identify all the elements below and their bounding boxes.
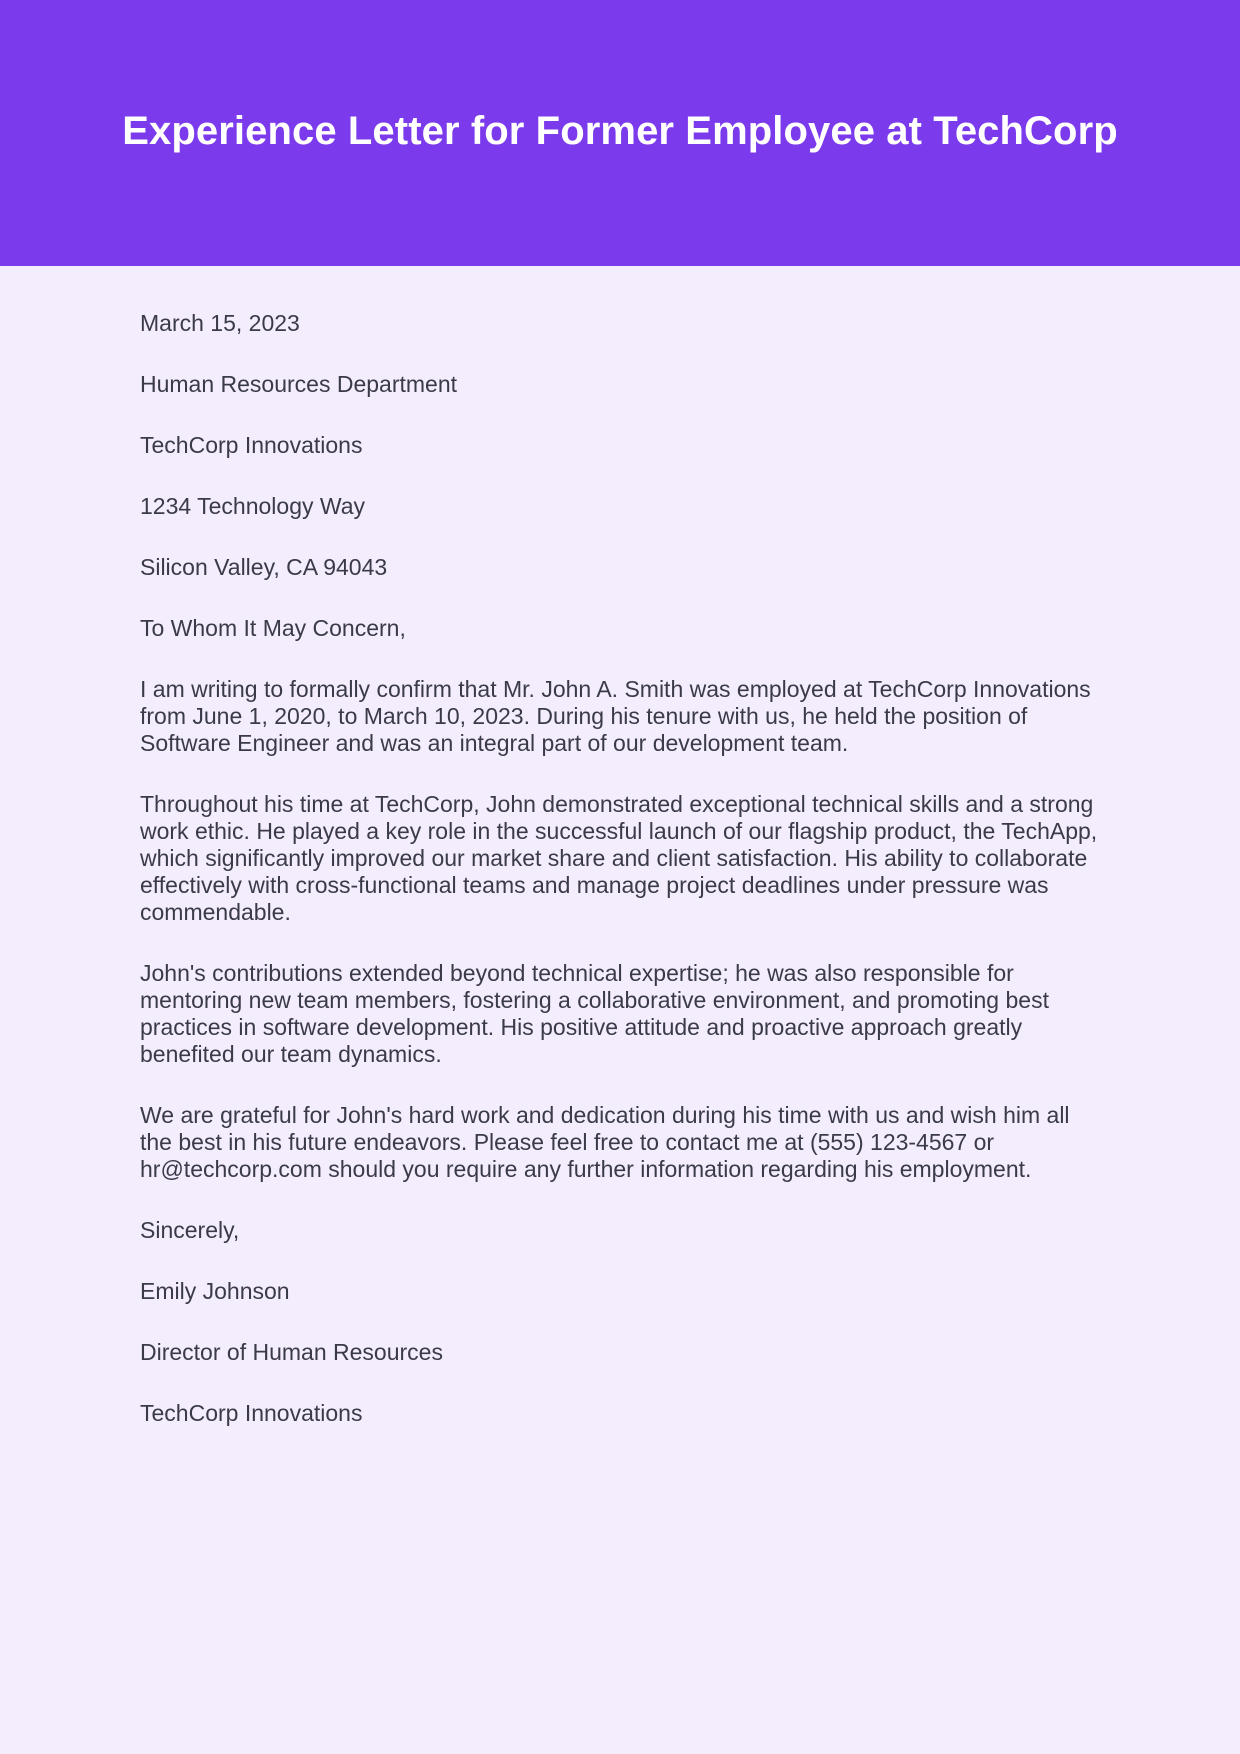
letter-date: March 15, 2023 [140,310,300,336]
sender-company: TechCorp Innovations [140,432,363,458]
letter-header [0,0,1240,266]
letter-title: Experience Letter for Former Employee at TechCorp [122,109,1118,153]
sender-street: 1234 Technology Way [140,493,366,519]
sender-department: Human Resources Department [140,371,458,397]
paragraph-closing: We are grateful for John's hard work and dedication during his time with us and wish him all the best in his future endeavors. Please feel free to contact me at (555) 123-4567 or hr@techcorp.com should you require any further information regarding his employment. [140,1102,1070,1182]
signer-name: Emily Johnson [140,1278,290,1304]
letter-body [140,266,1100,1427]
paragraph-skills: Throughout his time at TechCorp, John demonstrated exceptional technical skills and a strong work ethic. He played a key role in the successful launch of our flagship product, the TechApp, which significantly improved our market share and client satisfaction. His ability to collaborate effectively with cross-functional teams and manage project deadlines under pressure was commendable. [140,791,1098,925]
sender-city: Silicon Valley, CA 94043 [140,554,388,580]
signer-title: Director of Human Resources [140,1339,443,1365]
signer-company: TechCorp Innovations [140,1400,363,1426]
salutation: To Whom It May Concern, [140,615,406,641]
closing: Sincerely, [140,1217,240,1243]
paragraph-contributions: John's contributions extended beyond technical expertise; he was also responsible for mentoring new team members, fostering a collaborative environment, and promoting best practices in software development. His positive attitude and proactive approach greatly benefited our team dynamics. [140,960,1049,1067]
paragraph-employment: I am writing to formally confirm that Mr. John A. Smith was employed at TechCorp Innovations from June 1, 2020, to March 10, 2023. During his tenure with us, he held the position of Software Engineer and was an integral part of our development team. [140,676,1091,756]
